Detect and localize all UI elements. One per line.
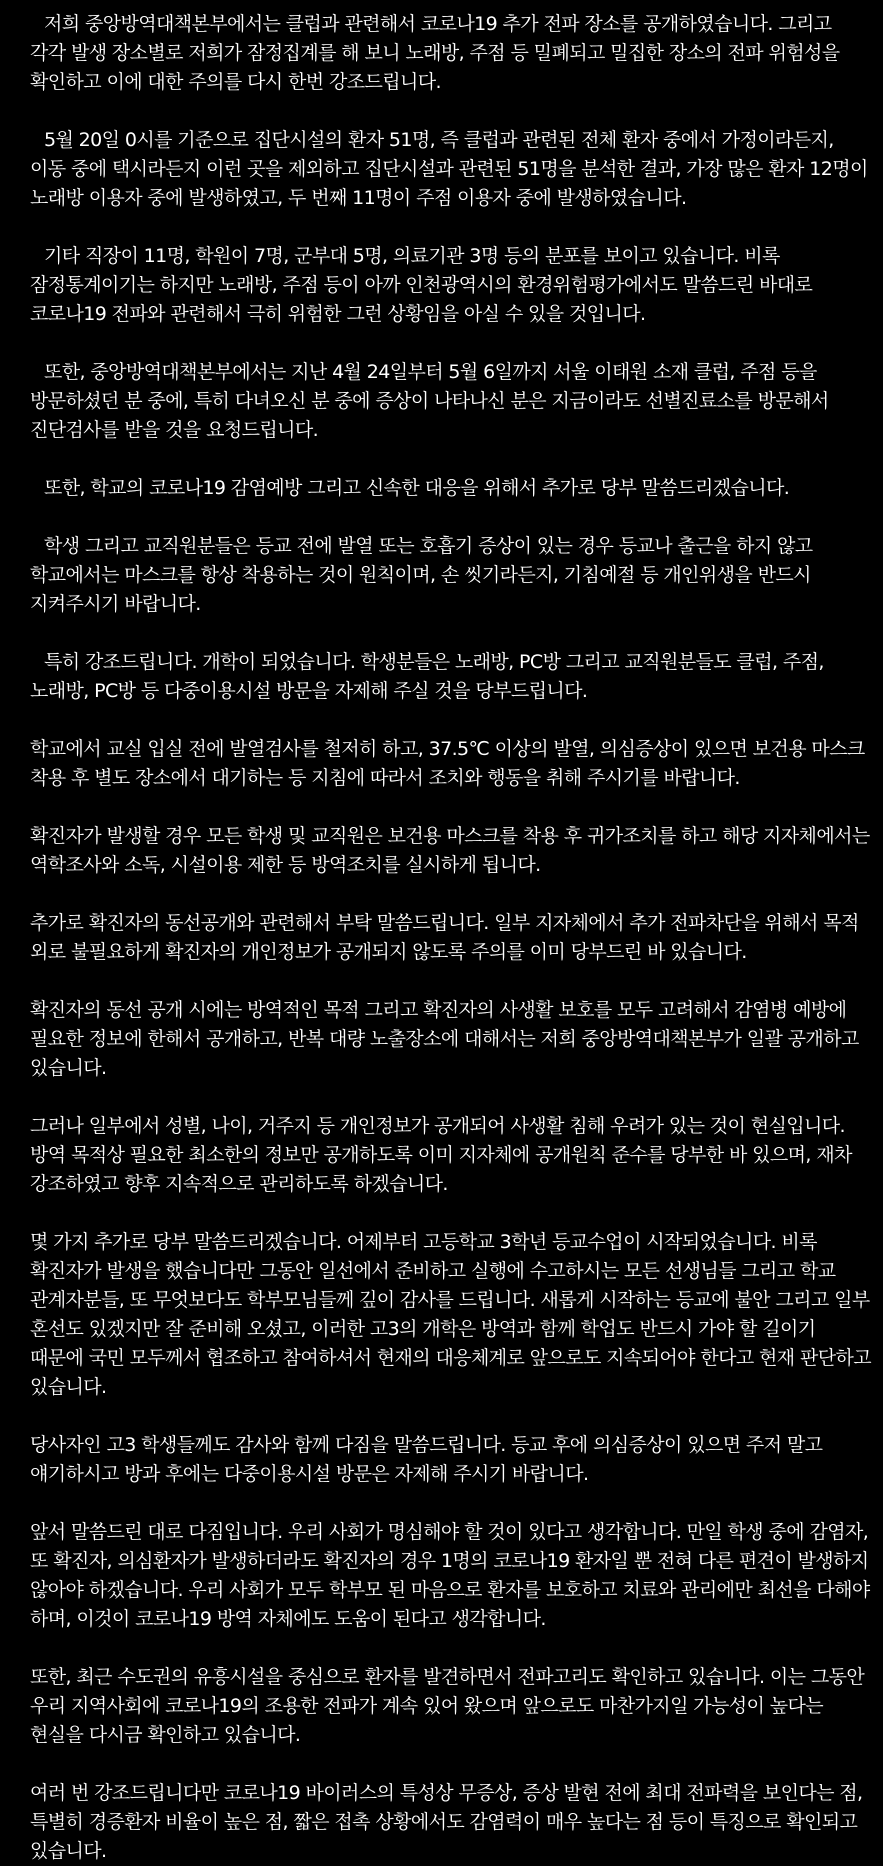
paragraph-5: 또한, 학교의 코로나19 감염예방 그리고 신속한 대응을 위해서 추가로 당부 말씀드리겠습니다. [44, 477, 790, 499]
paragraph-17: 여러 번 강조드립니다만 코로나19 바이러스의 특성상 무증상, 증상 발현 전에 최대 전파력을 보인다는 점, 특별히 경증환자 비율이 높은 점, 짧은 접촉 상황에서도 감염력이 매우 높다는 점 등이 특징으로 확인되고 있습니다. [30, 1782, 863, 1862]
paragraph-16: 또한, 최근 수도권의 유흥시설을 중심으로 환자를 발견하면서 전파고리도 확인하고 있습니다. 이는 그동안 우리 지역사회에 코로나19의 조용한 전파가 계속 있어 왔으며 앞으로도 마찬가지일 가능성이 높다는 현실을 다시금 확인하고 있습니다. [30, 1666, 865, 1746]
paragraph-14: 당사자인 고3 학생들께도 감사와 함께 다짐을 말씀드립니다. 등교 후에 의심증상이 있으면 주저 말고 얘기하시고 방과 후에는 다중이용시설 방문은 자제해 주시기 바랍니다. [30, 1434, 823, 1485]
paragraph-10: 추가로 확진자의 동선공개와 관련해서 부탁 말씀드립니다. 일부 지자체에서 추가 전파차단을 위해서 목적 외로 불필요하게 확진자의 개인정보가 공개되지 않도록 주의를 이미 당부드린 바 있습니다. [30, 912, 859, 963]
paragraph-1: 저희 중앙방역대책본부에서는 클럽과 관련해서 코로나19 추가 전파 장소를 공개하였습니다. 그리고 각각 발생 장소별로 저희가 잠정집계를 해 보니 노래방, 주점 등 밀폐되고 밀집한 장소의 전파 위험성을 확인하고 이에 대한 주의를 다시 한번 강조드립니다. [30, 13, 840, 93]
paragraph-8: 학교에서 교실 입실 전에 발열검사를 철저히 하고, 37.5℃ 이상의 발열, 의심증상이 있으면 보건용 마스크 착용 후 별도 장소에서 대기하는 등 지침에 따라서 조치와 행동을 취해 주시기를 바랍니다. [30, 738, 865, 789]
paragraph-13: 몇 가지 추가로 당부 말씀드리겠습니다. 어제부터 고등학교 3학년 등교수업이 시작되었습니다. 비록 확진자가 발생을 했습니다만 그동안 일선에서 준비하고 실행에 수고하시는 모든 선생님들 그리고 학교 관계자분들, 또 무엇보다도 학부모님들께 깊이 감사를 드립니다. 새롭게 시작하는 등교에 불안 그리고 일부 혼선도 있겠지만 잘 준비해 오셨고, 이러한 고3의 개학은 방역과 함께 학업도 반드시 가야 할 길이기 때문에 국민 모두께서 협조하고 참여하셔서 현재의 대응체계로 앞으로도 지속되어야 한다고 현재 판단하고 있습니다. [30, 1231, 872, 1398]
paragraph-7: 특히 강조드립니다. 개학이 되었습니다. 학생분들은 노래방, PC방 그리고 교직원분들도 클럽, 주점, 노래방, PC방 등 다중이용시설 방문을 자제해 주실 것을 당부드립니다. [30, 651, 824, 702]
paragraph-6: 학생 그리고 교직원분들은 등교 전에 발열 또는 호흡기 증상이 있는 경우 등교나 출근을 하지 않고 학교에서는 마스크를 항상 착용하는 것이 원칙이며, 손 씻기라든지, 기침예절 등 개인위생을 반드시 지켜주시기 바랍니다. [30, 535, 813, 615]
paragraph-11: 확진자의 동선 공개 시에는 방역적인 목적 그리고 확진자의 사생활 보호를 모두 고려해서 감염병 예방에 필요한 정보에 한해서 공개하고, 반복 대량 노출장소에 대해서는 저희 중앙방역대책본부가 일괄 공개하고 있습니다. [30, 999, 859, 1079]
paragraph-2: 5월 20일 0시를 기준으로 집단시설의 환자 51명, 즉 클럽과 관련된 전체 환자 중에서 가정이라든지, 이동 중에 택시라든지 이런 곳을 제외하고 집단시설과 관련된 51명을 분석한 결과, 가장 많은 환자 12명이 노래방 이용자 중에 발생하였고, 두 번째 11명이 주점 이용자 중에 발생하였습니다. [30, 129, 868, 209]
paragraph-15: 앞서 말씀드린 대로 다짐입니다. 우리 사회가 명심해야 할 것이 있다고 생각합니다. 만일 학생 중에 감염자, 또 확진자, 의심환자가 발생하더라도 확진자의 경우 1명의 코로나19 환자일 뿐 전혀 다른 편견이 발생하지 않아야 하겠습니다. 우리 사회가 모두 학부모 된 마음으로 환자를 보호하고 치료와 관리에만 최선을 다해야 하며, 이것이 코로나19 방역 자체에도 도움이 된다고 생각합니다. [30, 1521, 870, 1630]
paragraph-9: 확진자가 발생할 경우 모든 학생 및 교직원은 보건용 마스크를 착용 후 귀가조치를 하고 해당 지자체에서는 역학조사와 소독, 시설이용 제한 등 방역조치를 실시하게 됩니다. [30, 825, 870, 876]
paragraph-4: 또한, 중앙방역대책본부에서는 지난 4월 24일부터 5월 6일까지 서울 이태원 소재 클럽, 주점 등을 방문하셨던 분 중에, 특히 다녀오신 분 중에 증상이 나타나신 분은 지금이라도 선별진료소를 방문해서 진단검사를 받을 것을 요청드립니다. [30, 361, 829, 441]
paragraph-12: 그러나 일부에서 성별, 나이, 거주지 등 개인정보가 공개되어 사생활 침해 우려가 있는 것이 현실입니다. 방역 목적상 필요한 최소한의 정보만 공개하도록 이미 지자체에 공개원칙 준수를 당부한 바 있으며, 재차 강조하였고 향후 지속적으로 관리하도록 하겠습니다. [30, 1115, 852, 1195]
paragraph-3: 기타 직장이 11명, 학원이 7명, 군부대 5명, 의료기관 3명 등의 분포를 보이고 있습니다. 비록 잠정통계이기는 하지만 노래방, 주점 등이 아까 인천광역시의 환경위험평가에서도 말씀드린 바대로 코로나19 전파와 관련해서 극히 위험한 그런 상황임을 아실 수 있을 것입니다. [30, 245, 813, 325]
